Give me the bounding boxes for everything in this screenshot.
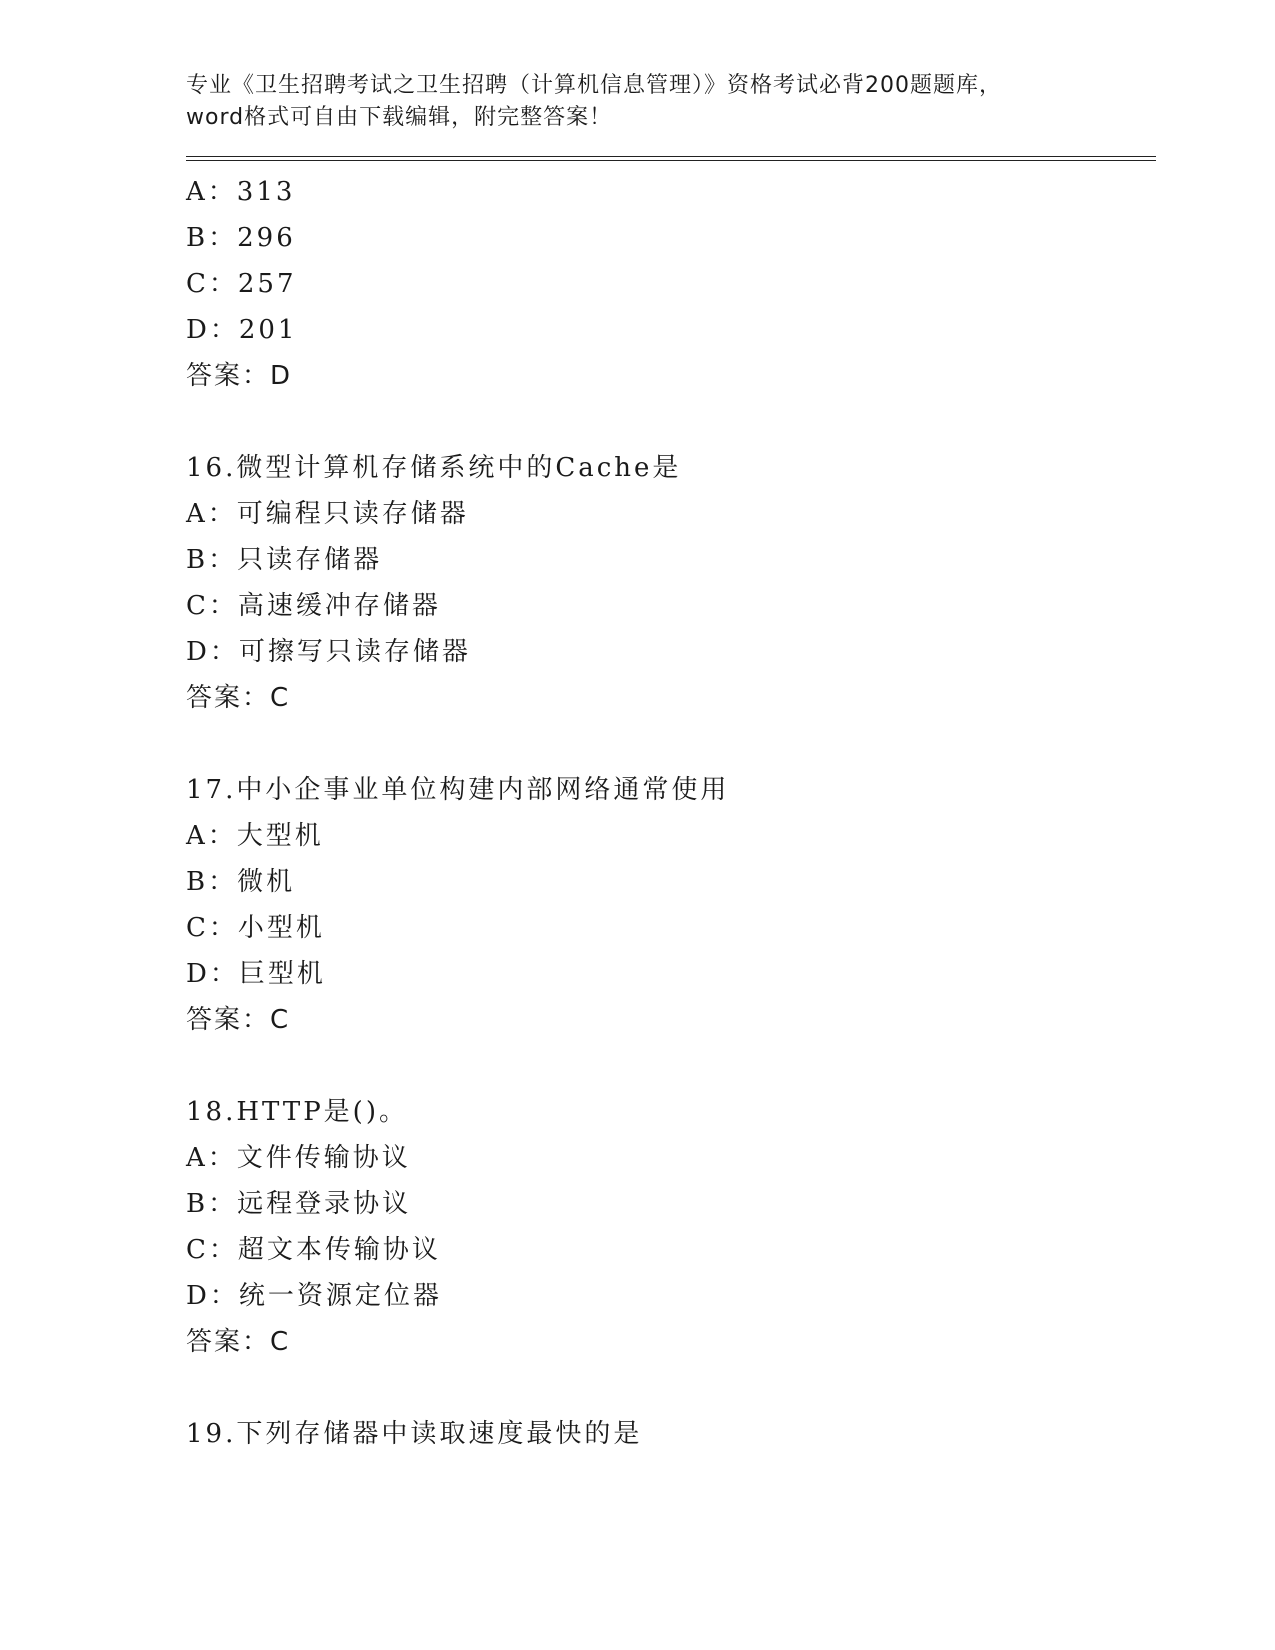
q15-option-c: C：257 <box>186 269 297 299</box>
q16-option-c: C：高速缓冲存储器 <box>186 591 441 621</box>
q17-option-d: D：巨型机 <box>186 959 326 989</box>
question-list <box>186 169 1156 1457</box>
spacer <box>186 399 1156 445</box>
q17-question: 17.中小企事业单位构建内部网络通常使用 <box>186 775 730 805</box>
q18-option-c: C：超文本传输协议 <box>186 1235 441 1265</box>
q16-option-b: B：只读存储器 <box>186 545 383 575</box>
q16-option-a: A：可编程只读存储器 <box>186 499 469 529</box>
q16-option-d: D：可擦写只读存储器 <box>186 637 471 667</box>
spacer <box>186 1043 1156 1089</box>
q17-option-b: B：微机 <box>186 867 296 897</box>
q16-answer: 答案：C <box>186 683 291 713</box>
q15-answer: 答案：D <box>186 361 293 391</box>
q18-answer: 答案：C <box>186 1327 291 1357</box>
q18-question: 18.HTTP是()。 <box>186 1097 408 1127</box>
spacer <box>186 1365 1156 1411</box>
q17-option-a: A：大型机 <box>186 821 324 851</box>
spacer <box>186 721 1156 767</box>
q17-option-c: C：小型机 <box>186 913 325 943</box>
q15-option-b: B：296 <box>186 223 296 253</box>
q15-option-d: D：201 <box>186 315 298 345</box>
q19-question: 19.下列存储器中读取速度最快的是 <box>186 1419 643 1449</box>
header-divider <box>186 156 1156 161</box>
header-title-line1: 专业《卫生招聘考试之卫生招聘（计算机信息管理）》资格考试必背200题题库， <box>186 73 1002 98</box>
q16-question: 16.微型计算机存储系统中的Cache是 <box>186 453 682 483</box>
q18-option-b: B：远程登录协议 <box>186 1189 412 1219</box>
q18-option-d: D：统一资源定位器 <box>186 1281 442 1311</box>
document-page <box>186 70 1156 1457</box>
q15-option-a: A：313 <box>186 177 296 207</box>
q17-answer: 答案：C <box>186 1005 291 1035</box>
q18-option-a: A：文件传输协议 <box>186 1143 411 1173</box>
header-title-line2: word格式可自由下载编辑，附完整答案！ <box>186 105 613 130</box>
